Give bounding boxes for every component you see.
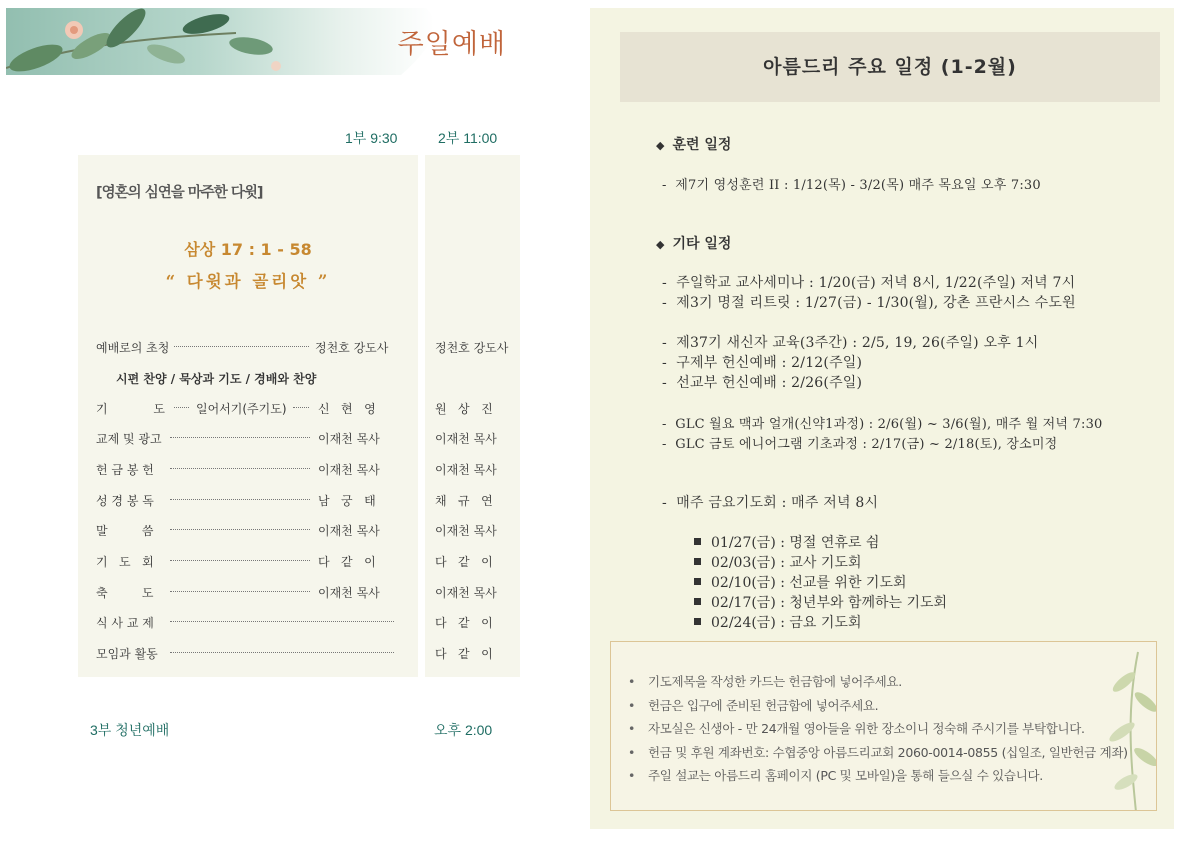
order-person-1: 신 현 영 <box>318 402 376 416</box>
square-bullet-icon <box>694 538 701 545</box>
friday-prayer-item <box>694 552 861 572</box>
order-person-2: 이재천 목사 <box>435 432 497 446</box>
order-person-1: 남 궁 태 <box>318 494 376 508</box>
order-person-2: 이재천 목사 <box>435 586 497 600</box>
order-label: 교제 및 광고 <box>96 432 162 446</box>
order-label: 성 경 봉 독 <box>96 494 154 508</box>
notice-text: 주일 설교는 아름드리 홈페이지 (PC 및 모바일)을 통해 들으실 수 있습니다. <box>648 768 1043 783</box>
dotted-leader <box>170 437 310 438</box>
dotted-leader <box>170 529 310 530</box>
section-heading-other <box>656 233 731 253</box>
order-person-1: 이재천 목사 <box>318 586 380 600</box>
dotted-leader <box>170 652 394 653</box>
order-row <box>96 584 516 602</box>
notice-text: 헌금 및 후원 계좌번호: 수협중앙 아름드리교회 2060-0014-0855 (십일조, 일반헌금 계좌) <box>648 744 1128 760</box>
square-bullet-icon <box>694 618 701 625</box>
order-row <box>96 553 516 571</box>
order-row <box>96 645 516 663</box>
schedule-item: - GLC 금토 에니어그램 기초과정 : 2/17(금) ~ 2/18(토), 장소미정 <box>662 437 1058 452</box>
friday-prayer-text: 02/17(금) : 청년부와 함께하는 기도회 <box>711 595 948 611</box>
order-row <box>96 339 516 357</box>
notice-item <box>628 743 1128 767</box>
order-person-1: 다 같 이 <box>318 555 376 569</box>
dotted-leader <box>170 468 310 469</box>
order-label: 예배로의 초청 <box>96 341 170 355</box>
youth-service-time: 오후 2:00 <box>434 722 493 738</box>
notice-item <box>628 696 1128 720</box>
bullet-icon: • <box>628 697 636 713</box>
friday-prayer-text: 02/24(금) : 금요 기도회 <box>711 615 862 631</box>
page-title: 주일예배 <box>397 29 506 60</box>
notice-item <box>628 672 1128 696</box>
order-row <box>96 400 516 418</box>
schedule-item: - 제3기 명절 리트릿 : 1/27(금) - 1/30(월), 강촌 프란시스 수도원 <box>662 295 1076 311</box>
header-banner <box>6 8 528 75</box>
youth-service-label: 3부 청년예배 <box>90 722 170 738</box>
order-label: 모임과 활동 <box>96 647 158 661</box>
dotted-leader <box>174 346 309 347</box>
friday-prayer-text: 02/10(금) : 선교를 위한 기도회 <box>711 575 907 591</box>
order-label: 기 도 <box>96 402 165 416</box>
notice-item <box>628 766 1128 790</box>
training-item: - 제7기 영성훈련 II : 1/12(목) - 3/2(목) 매주 목요일 오후 7:30 <box>662 178 1041 193</box>
square-bullet-icon <box>694 558 701 565</box>
order-person-2: 원 상 진 <box>435 402 493 416</box>
friday-prayer-item <box>694 532 879 552</box>
bullet-icon: • <box>628 768 636 783</box>
order-label: 축 도 <box>96 586 154 600</box>
notice-text: 헌금은 입구에 준비된 헌금함에 넣어주세요. <box>648 697 879 713</box>
notice-box <box>610 641 1157 811</box>
order-person-1: 이재천 목사 <box>318 463 380 477</box>
notice-list <box>628 672 1128 790</box>
order-person-2: 다 같 이 <box>435 616 493 630</box>
diamond-icon: ◆ <box>656 139 665 152</box>
notice-text: 기도제목을 작성한 카드는 헌금함에 넣어주세요. <box>648 674 902 689</box>
schedule-item: - 매주 금요기도회 : 매주 저녁 8시 <box>662 495 879 511</box>
schedule-item: - 선교부 헌신예배 : 2/26(주일) <box>662 375 863 391</box>
dotted-leader <box>174 407 189 408</box>
friday-prayer-item <box>694 592 947 612</box>
order-person-1: 이재천 목사 <box>318 432 380 446</box>
friday-prayer-item <box>694 612 861 632</box>
order-label: 헌 금 봉 헌 <box>96 463 154 477</box>
section-heading-training <box>656 134 731 154</box>
order-person-2: 다 같 이 <box>435 647 493 661</box>
service1-time: 1부 9:30 <box>345 130 398 146</box>
bullet-icon: • <box>628 721 636 736</box>
square-bullet-icon <box>694 598 701 605</box>
order-person-2: 정천호 강도사 <box>435 341 509 355</box>
schedule-item: - 제37기 새신자 교육(3주간) : 2/5, 19, 26(주일) 오후 1시 <box>662 335 1039 351</box>
friday-prayer-text: 02/03(금) : 교사 기도회 <box>711 555 862 571</box>
sermon-title: [영혼의 심연을 마주한 다윗] <box>96 185 263 201</box>
order-row <box>96 522 516 540</box>
bullet-icon: • <box>628 744 636 760</box>
order-label: 말 씀 <box>96 524 154 538</box>
order-label: 식 사 교 제 <box>96 616 154 630</box>
order-row <box>96 461 516 479</box>
order-person-1: 정천호 강도사 <box>315 341 389 355</box>
friday-prayer-text: 01/27(금) : 명절 연휴로 쉼 <box>711 535 880 551</box>
scripture-reference: 삼상 17 : 1 - 58 <box>184 240 312 259</box>
dotted-leader <box>170 621 394 622</box>
dotted-leader <box>170 499 310 500</box>
diamond-icon: ◆ <box>656 238 665 251</box>
notice-item <box>628 719 1128 743</box>
square-bullet-icon <box>694 578 701 585</box>
order-row <box>96 430 516 448</box>
order-person-2: 다 같 이 <box>435 555 493 569</box>
order-row <box>96 614 516 632</box>
friday-prayer-item <box>694 572 907 592</box>
dotted-leader <box>293 407 309 408</box>
schedule-title: 아름드리 주요 일정 (1-2월) <box>763 56 1017 78</box>
order-label: 기 도 회 <box>96 555 154 569</box>
order-person-2: 이재천 목사 <box>435 524 497 538</box>
section-heading-label: 훈련 일정 <box>672 137 732 153</box>
order-person-2: 채 규 연 <box>435 494 493 508</box>
order-row <box>96 492 516 510</box>
dotted-leader <box>170 591 310 592</box>
dotted-leader <box>170 560 310 561</box>
schedule-item: - 구제부 헌신예배 : 2/12(주일) <box>662 355 863 371</box>
order-person-2: 이재천 목사 <box>435 463 497 477</box>
bullet-icon: • <box>628 674 636 689</box>
service2-time: 2부 11:00 <box>438 130 498 146</box>
section-heading-label: 기타 일정 <box>672 236 732 252</box>
order-mid: 일어서기(주기도) <box>196 402 287 416</box>
order-person-1: 이재천 목사 <box>318 524 380 538</box>
sermon-quote: “ 다윗과 골리앗 ” <box>165 272 331 291</box>
schedule-item: - 주일학교 교사세미나 : 1/20(금) 저녁 8시, 1/22(주일) 저녁 7시 <box>662 275 1076 291</box>
notice-text: 자모실은 신생아 - 만 24개월 영아들을 위한 장소이니 정숙해 주시기를 부탁합니다. <box>648 721 1085 736</box>
schedule-item: - GLC 월요 맥과 얼개(신약1과정) : 2/6(월) ~ 3/6(월), 매주 월 저녁 7:30 <box>662 417 1103 432</box>
worship-sub-line: 시편 찬양 / 묵상과 기도 / 경배와 찬양 <box>116 372 317 386</box>
